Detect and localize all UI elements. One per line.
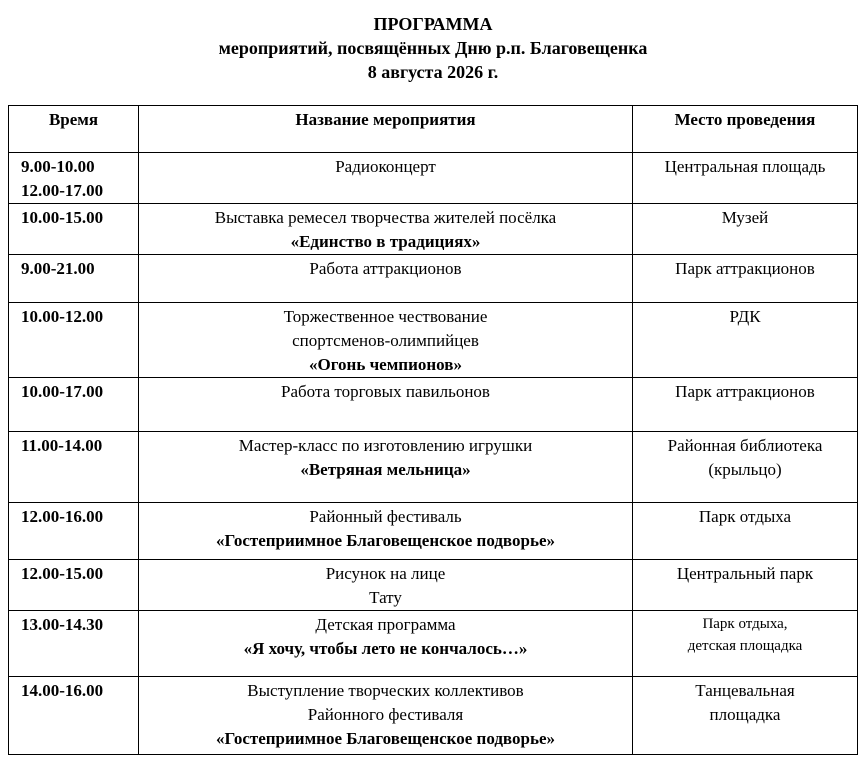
place-line: Танцевальная: [695, 681, 795, 700]
place-line: Парк аттракционов: [675, 382, 815, 401]
column-header-time: Время: [9, 106, 139, 153]
cell-place: [633, 204, 858, 255]
cell-event-name: [139, 255, 633, 303]
cell-event-name: [139, 611, 633, 677]
event-name-line: Работа торговых павильонов: [281, 382, 490, 401]
cell-place: [633, 611, 858, 677]
place-line: Парк отдыха: [698, 507, 792, 526]
event-title-bold: «Единство в традициях»: [290, 232, 481, 251]
table-row: [9, 303, 858, 378]
document-header: [0, 12, 866, 84]
schedule-table: [8, 105, 858, 755]
place-line: Районная библиотека: [667, 436, 823, 455]
table-row: [9, 153, 858, 204]
column-header-name: Название мероприятия: [139, 106, 633, 153]
cell-event-name: [139, 503, 633, 560]
event-name-line: Районный фестиваль: [309, 507, 462, 526]
document-date: 8 августа 2026 г.: [367, 62, 499, 82]
table-row: [9, 677, 858, 755]
cell-time: [9, 611, 139, 677]
event-title-bold: «Ветряная мельница»: [300, 460, 471, 479]
event-name-line: Работа аттракционов: [309, 259, 462, 278]
place-line: (крыльцо): [708, 460, 782, 479]
cell-time: [9, 503, 139, 560]
place-line: РДК: [729, 307, 761, 326]
table-row: [9, 503, 858, 560]
event-name-line: Выступление творческих коллективов: [247, 681, 524, 700]
table-row: [9, 255, 858, 303]
table-row: [9, 560, 858, 611]
cell-event-name: [139, 560, 633, 611]
table-header-row: [9, 106, 858, 153]
cell-time: [9, 255, 139, 303]
event-name-line: спортсменов-олимпийцев: [292, 331, 479, 350]
cell-time: [9, 303, 139, 378]
table-row: [9, 611, 858, 677]
event-name-line: Мастер-класс по изготовлению игрушки: [238, 436, 533, 455]
document-subtitle: мероприятий, посвящённых Дню р.п. Благовещенка: [218, 38, 648, 58]
time-line: 11.00-14.00: [21, 436, 103, 455]
cell-place: [633, 255, 858, 303]
place-line: Центральная площадь: [664, 157, 826, 176]
place-line: площадка: [709, 705, 781, 724]
time-line: 9.00-21.00: [21, 259, 95, 278]
event-name-line: Рисунок на лице: [325, 564, 446, 583]
time-line: 10.00-15.00: [21, 208, 104, 227]
cell-event-name: [139, 378, 633, 432]
cell-time: [9, 677, 139, 755]
event-name-line: Детская программа: [315, 615, 456, 634]
cell-time: [9, 204, 139, 255]
time-line: 10.00-12.00: [21, 307, 104, 326]
event-name-line: Районного фестиваля: [307, 705, 464, 724]
cell-place: [633, 677, 858, 755]
time-line: 14.00-16.00: [21, 681, 104, 700]
time-line: 10.00-17.00: [21, 382, 104, 401]
table-row: [9, 204, 858, 255]
place-line: Центральный парк: [676, 564, 814, 583]
time-line: 13.00-14.30: [21, 615, 104, 634]
cell-time: [9, 153, 139, 204]
place-line: Парк аттракционов: [675, 259, 815, 278]
cell-time: [9, 432, 139, 503]
event-name-line: Радиоконцерт: [335, 157, 436, 176]
cell-place: [633, 153, 858, 204]
cell-event-name: [139, 677, 633, 755]
event-title-bold: «Я хочу, чтобы лето не кончалось…»: [243, 639, 528, 658]
event-name-line: Тату: [369, 588, 402, 607]
table-row: [9, 378, 858, 432]
cell-place: [633, 303, 858, 378]
cell-event-name: [139, 303, 633, 378]
cell-event-name: [139, 432, 633, 503]
time-line: 12.00-15.00: [21, 564, 104, 583]
place-line: Парк отдыха,: [702, 616, 788, 632]
cell-place: [633, 560, 858, 611]
event-name-line: Выставка ремесел творчества жителей посёлка: [214, 208, 557, 227]
event-name-line: Торжественное чествование: [283, 307, 488, 326]
time-line: 12.00-16.00: [21, 507, 104, 526]
cell-place: [633, 378, 858, 432]
time-line: 12.00-17.00: [21, 181, 104, 200]
table-row: [9, 432, 858, 503]
place-line: детская площадка: [687, 638, 803, 654]
place-line: Музей: [721, 208, 769, 227]
event-title-bold: «Огонь чемпионов»: [309, 355, 462, 374]
event-title-bold: «Гостеприимное Благовещенское подворье»: [216, 729, 555, 748]
cell-time: [9, 560, 139, 611]
event-title-bold: «Гостеприимное Благовещенское подворье»: [216, 531, 555, 550]
column-header-place: Место проведения: [633, 106, 858, 153]
cell-time: [9, 378, 139, 432]
time-line: 9.00-10.00: [21, 157, 95, 176]
cell-place: [633, 503, 858, 560]
cell-event-name: [139, 153, 633, 204]
cell-place: [633, 432, 858, 503]
document-title: ПРОГРАММА: [373, 14, 493, 34]
cell-event-name: [139, 204, 633, 255]
